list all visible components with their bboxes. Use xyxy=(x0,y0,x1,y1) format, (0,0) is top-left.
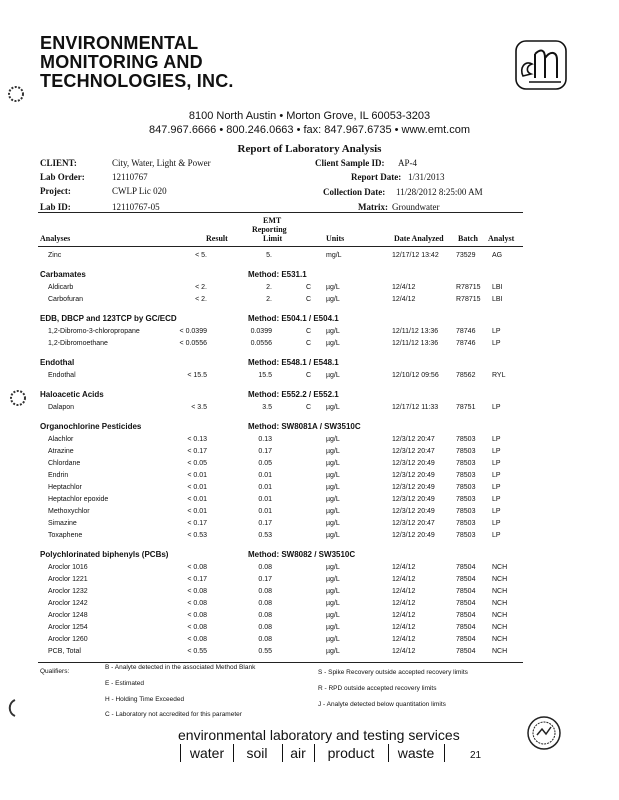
cell-analyst: LP xyxy=(492,404,501,411)
cell-result: < 0.13 xyxy=(187,436,207,443)
cell-date: 12/10/12 09:56 xyxy=(392,372,439,379)
cell-batch: 78562 xyxy=(456,372,476,379)
cell-limit: 0.08 xyxy=(258,600,272,607)
cell-units: µg/L xyxy=(326,284,340,291)
cell-analyst: NCH xyxy=(492,576,508,583)
cell-name: Aroclor 1242 xyxy=(48,600,88,607)
cell-limit: 0.01 xyxy=(258,508,272,515)
lab-id-label: Lab ID: xyxy=(40,202,71,212)
lab-order-value: 12110767 xyxy=(112,172,148,182)
group-method: Method: E552.2 / E552.1 xyxy=(248,390,339,399)
cell-limit: 15.5 xyxy=(258,372,272,379)
cell-name: Aroclor 1221 xyxy=(48,576,88,583)
table-row xyxy=(0,600,619,610)
table-row xyxy=(0,484,619,494)
cell-batch: 78503 xyxy=(456,472,476,479)
cell-limit: 0.17 xyxy=(258,520,272,527)
cell-date: 12/4/12 xyxy=(392,612,416,619)
cell-name: Aroclor 1260 xyxy=(48,636,88,643)
cell-batch: 78504 xyxy=(456,612,476,619)
cell-batch: R78715 xyxy=(456,296,481,303)
col-header-limit: Limit xyxy=(263,234,283,243)
col-header-analyst: Analyst xyxy=(488,234,515,243)
group-name: Endothal xyxy=(40,358,75,367)
qualifier-j: J - Analyte detected below quantitation limits xyxy=(318,701,446,708)
cell-batch: 78503 xyxy=(456,484,476,491)
cell-batch: 78503 xyxy=(456,532,476,539)
cell-units: µg/L xyxy=(326,404,340,411)
footer-word-product: product xyxy=(314,744,389,762)
project-value: CWLP Lic 020 xyxy=(112,186,167,196)
group-method: Method: E504.1 / E504.1 xyxy=(248,314,339,323)
cell-analyst: LP xyxy=(492,532,501,539)
accreditation-seal-icon xyxy=(526,715,562,751)
cell-batch: 78504 xyxy=(456,636,476,643)
cell-batch: 78503 xyxy=(456,496,476,503)
cell-date: 12/17/12 11:33 xyxy=(392,404,439,411)
hole-punch-icon xyxy=(6,84,26,104)
cell-units: µg/L xyxy=(326,460,340,467)
cell-analyst: LBI xyxy=(492,284,503,291)
cell-analyst: LP xyxy=(492,472,501,479)
cell-batch: 78504 xyxy=(456,576,476,583)
cell-q: C xyxy=(306,404,312,411)
project-label: Project: xyxy=(40,186,71,196)
cell-date: 12/3/12 20:47 xyxy=(392,436,435,443)
table-row xyxy=(0,448,619,458)
cell-result: < 0.17 xyxy=(187,576,207,583)
cell-limit: 0.01 xyxy=(258,472,272,479)
cell-analyst: NCH xyxy=(492,600,508,607)
cell-units: µg/L xyxy=(326,484,340,491)
cell-limit: 0.08 xyxy=(258,588,272,595)
cell-units: µg/L xyxy=(326,472,340,479)
cell-units: mg/L xyxy=(326,252,342,259)
cell-result: < 0.01 xyxy=(187,496,207,503)
col-header-reporting: Reporting xyxy=(252,225,287,234)
cell-units: µg/L xyxy=(326,612,340,619)
cell-result: < 0.08 xyxy=(187,624,207,631)
group-method: Method: E531.1 xyxy=(248,270,307,279)
cell-result: < 5. xyxy=(195,252,207,259)
sample-id-label: Client Sample ID: xyxy=(315,158,385,168)
cell-analyst: NCH xyxy=(492,564,508,571)
cell-batch: R78715 xyxy=(456,284,481,291)
footer-tagline: environmental laboratory and testing services xyxy=(178,727,460,743)
cell-name: Aroclor 1248 xyxy=(48,612,88,619)
cell-date: 12/4/12 xyxy=(392,564,416,571)
cell-result: < 0.01 xyxy=(187,484,207,491)
group-method: Method: SW8081A / SW3510C xyxy=(248,422,361,431)
qualifier-c: C - Laboratory not accredited for this parameter xyxy=(105,711,242,718)
cell-name: Zinc xyxy=(48,252,62,259)
cell-result: < 0.53 xyxy=(187,532,207,539)
cell-batch: 78746 xyxy=(456,340,476,347)
cell-analyst: LP xyxy=(492,508,501,515)
table-row xyxy=(0,472,619,482)
cell-limit: 0.17 xyxy=(258,576,272,583)
cell-result: < 0.0556 xyxy=(179,340,207,347)
cell-batch: 78503 xyxy=(456,520,476,527)
cell-result: < 3.5 xyxy=(191,404,207,411)
table-row xyxy=(0,588,619,598)
cell-units: µg/L xyxy=(326,508,340,515)
group-name: Carbamates xyxy=(40,270,86,279)
group-name: EDB, DBCP and 123TCP by GC/ECD xyxy=(40,314,177,323)
group-header xyxy=(0,422,619,433)
cell-units: µg/L xyxy=(326,648,340,655)
cell-result: < 2. xyxy=(195,284,207,291)
cell-analyst: LP xyxy=(492,340,501,347)
report-title: Report of Laboratory Analysis xyxy=(237,143,382,155)
table-row xyxy=(0,296,619,306)
cell-batch: 78504 xyxy=(456,600,476,607)
cell-analyst: NCH xyxy=(492,636,508,643)
cell-name: Endothal xyxy=(48,372,76,379)
cell-batch: 78504 xyxy=(456,624,476,631)
table-row xyxy=(0,252,619,262)
cell-analyst: NCH xyxy=(492,612,508,619)
cell-units: µg/L xyxy=(326,532,340,539)
col-header-batch: Batch xyxy=(458,234,478,243)
cell-result: < 0.01 xyxy=(187,472,207,479)
cell-limit: 0.01 xyxy=(258,496,272,503)
cell-name: Aldicarb xyxy=(48,284,74,291)
cell-batch: 78746 xyxy=(456,328,476,335)
cell-name: Carbofuran xyxy=(48,296,84,303)
cell-date: 12/4/12 xyxy=(392,588,416,595)
table-row xyxy=(0,340,619,350)
report-date-value: 1/31/2013 xyxy=(408,172,445,182)
cell-units: µg/L xyxy=(326,448,340,455)
footer-word-soil: soil xyxy=(232,744,283,762)
group-header xyxy=(0,390,619,401)
cell-name: Simazine xyxy=(48,520,77,527)
cell-name: Heptachlor xyxy=(48,484,82,491)
table-row xyxy=(0,624,619,634)
group-name: Haloacetic Acids xyxy=(40,390,104,399)
matrix-value: Groundwater xyxy=(392,202,440,212)
group-name: Polychlorinated biphenyls (PCBs) xyxy=(40,550,169,559)
cell-date: 12/17/12 13:42 xyxy=(392,252,439,259)
cell-units: µg/L xyxy=(326,636,340,643)
group-header xyxy=(0,358,619,369)
table-row xyxy=(0,648,619,658)
cell-batch: 78504 xyxy=(456,564,476,571)
cell-limit: 0.01 xyxy=(258,484,272,491)
col-header-result: Result xyxy=(206,234,228,243)
cell-units: µg/L xyxy=(326,564,340,571)
cell-date: 12/3/12 20:49 xyxy=(392,484,435,491)
cell-date: 12/4/12 xyxy=(392,636,416,643)
cell-limit: 0.13 xyxy=(258,436,272,443)
cell-batch: 78504 xyxy=(456,588,476,595)
collection-date-label: Collection Date: xyxy=(323,187,386,197)
cell-batch: 78751 xyxy=(456,404,476,411)
cell-name: Methoxychlor xyxy=(48,508,90,515)
cell-result: < 0.08 xyxy=(187,612,207,619)
cell-name: Aroclor 1016 xyxy=(48,564,88,571)
cell-limit: 0.08 xyxy=(258,624,272,631)
cell-result: < 2. xyxy=(195,296,207,303)
table-row xyxy=(0,460,619,470)
cell-date: 12/4/12 xyxy=(392,648,416,655)
report-date-label: Report Date: xyxy=(351,172,402,182)
cell-batch: 78504 xyxy=(456,648,476,655)
footer-word-waste: waste xyxy=(388,744,445,762)
table-row xyxy=(0,372,619,382)
group-header xyxy=(0,314,619,325)
cell-result: < 0.08 xyxy=(187,588,207,595)
cell-result: < 0.05 xyxy=(187,460,207,467)
qualifier-b: B - Analyte detected in the associated Method Blank xyxy=(105,664,256,671)
group-name: Organochlorine Pesticides xyxy=(40,422,142,431)
cell-batch: 78503 xyxy=(456,508,476,515)
cell-name: Chlordane xyxy=(48,460,81,467)
cell-name: Dalapon xyxy=(48,404,75,411)
cell-units: µg/L xyxy=(326,296,340,303)
divider xyxy=(38,212,523,213)
cell-limit: 0.17 xyxy=(258,448,272,455)
table-row xyxy=(0,496,619,506)
cell-date: 12/3/12 20:47 xyxy=(392,520,435,527)
company-name-line-3: TECHNOLOGIES, INC. xyxy=(40,71,234,91)
col-header-units: Units xyxy=(326,234,345,243)
cell-date: 12/11/12 13:36 xyxy=(392,328,439,335)
cell-limit: 2. xyxy=(266,284,272,291)
cell-q: C xyxy=(306,284,312,291)
cell-result: < 0.17 xyxy=(187,448,207,455)
qualifier-e: E - Estimated xyxy=(105,680,145,687)
cell-limit: 0.05 xyxy=(258,460,272,467)
cell-limit: 0.08 xyxy=(258,612,272,619)
cell-name: Aroclor 1232 xyxy=(48,588,88,595)
cell-result: < 0.08 xyxy=(187,564,207,571)
cell-analyst: LP xyxy=(492,484,501,491)
cell-units: µg/L xyxy=(326,600,340,607)
table-row xyxy=(0,532,619,542)
cell-result: < 0.01 xyxy=(187,508,207,515)
lab-order-label: Lab Order: xyxy=(40,172,85,182)
qualifier-r: R - RPD outside accepted recovery limits xyxy=(318,685,437,692)
cell-batch: 78503 xyxy=(456,460,476,467)
company-name-line-1: ENVIRONMENTAL xyxy=(40,33,199,53)
cell-limit: 0.08 xyxy=(258,636,272,643)
cell-analyst: LP xyxy=(492,520,501,527)
col-header-emt: EMT xyxy=(263,216,282,225)
table-row xyxy=(0,404,619,414)
lab-id-value: 12110767-05 xyxy=(112,202,160,212)
table-row xyxy=(0,576,619,586)
cell-limit: 0.53 xyxy=(258,532,272,539)
cell-analyst: LP xyxy=(492,496,501,503)
cell-date: 12/3/12 20:49 xyxy=(392,472,435,479)
cell-limit: 0.55 xyxy=(258,648,272,655)
table-row xyxy=(0,612,619,622)
cell-analyst: AG xyxy=(492,252,503,259)
cell-name: Alachlor xyxy=(48,436,74,443)
cell-name: Toxaphene xyxy=(48,532,83,539)
table-row xyxy=(0,636,619,646)
cell-q: C xyxy=(306,328,312,335)
cell-batch: 73529 xyxy=(456,252,476,259)
footer-word-air: air xyxy=(282,744,315,762)
qualifiers-label: Qualifiers: xyxy=(40,668,70,675)
cell-name: Heptachlor epoxide xyxy=(48,496,109,503)
cell-name: Endrin xyxy=(48,472,69,479)
table-row xyxy=(0,508,619,518)
cell-date: 12/3/12 20:49 xyxy=(392,460,435,467)
company-name-line-2: MONITORING AND xyxy=(40,52,203,72)
cell-analyst: RYL xyxy=(492,372,506,379)
cell-date: 12/4/12 xyxy=(392,284,416,291)
cell-units: µg/L xyxy=(326,340,340,347)
qualifier-h: H - Holding Time Exceeded xyxy=(105,696,185,703)
cell-units: µg/L xyxy=(326,328,340,335)
table-row xyxy=(0,564,619,574)
cell-analyst: LP xyxy=(492,448,501,455)
cell-name: 1,2-Dibromo-3-chloropropane xyxy=(48,328,140,335)
cell-limit: 0.08 xyxy=(258,564,272,571)
cell-result: < 0.08 xyxy=(187,636,207,643)
cell-name: PCB, Total xyxy=(48,648,81,655)
cell-date: 12/3/12 20:47 xyxy=(392,448,435,455)
cell-result: < 0.17 xyxy=(187,520,207,527)
cell-analyst: LBI xyxy=(492,296,503,303)
divider xyxy=(38,246,523,247)
cell-limit: 3.5 xyxy=(262,404,272,411)
client-label: CLIENT: xyxy=(40,158,77,168)
cell-units: µg/L xyxy=(326,436,340,443)
table-row xyxy=(0,436,619,446)
cell-units: µg/L xyxy=(326,496,340,503)
col-header-date-analyzed: Date Analyzed xyxy=(394,234,444,243)
cell-date: 12/4/12 xyxy=(392,624,416,631)
collection-date-value: 11/28/2012 8:25:00 AM xyxy=(396,187,483,197)
table-row xyxy=(0,284,619,294)
matrix-label: Matrix: xyxy=(358,202,388,212)
cell-limit: 0.0556 xyxy=(250,340,272,347)
cell-analyst: NCH xyxy=(492,624,508,631)
cell-q: C xyxy=(306,296,312,303)
client-value: City, Water, Light & Power xyxy=(112,158,211,168)
cell-date: 12/4/12 xyxy=(392,296,416,303)
cell-analyst: LP xyxy=(492,460,501,467)
cell-date: 12/3/12 20:49 xyxy=(392,508,435,515)
cell-date: 12/3/12 20:49 xyxy=(392,496,435,503)
cell-units: µg/L xyxy=(326,372,340,379)
cell-result: < 0.55 xyxy=(187,648,207,655)
divider xyxy=(38,662,523,663)
cell-name: Aroclor 1254 xyxy=(48,624,88,631)
cell-units: µg/L xyxy=(326,588,340,595)
cell-date: 12/4/12 xyxy=(392,576,416,583)
table-row xyxy=(0,328,619,338)
footer-word-water: water xyxy=(180,744,234,762)
hole-punch-icon xyxy=(5,698,19,718)
group-method: Method: E548.1 / E548.1 xyxy=(248,358,339,367)
cell-batch: 78503 xyxy=(456,436,476,443)
sample-id-value: AP-4 xyxy=(398,158,418,168)
cell-limit: 5. xyxy=(266,252,272,259)
qualifier-s: S - Spike Recovery outside accepted recovery limits xyxy=(318,669,468,676)
cell-units: µg/L xyxy=(326,520,340,527)
cell-limit: 0.0399 xyxy=(250,328,272,335)
company-contact: 847.967.6666 • 800.246.0663 • fax: 847.967.6735 • www.emt.com xyxy=(149,124,470,136)
cell-limit: 2. xyxy=(266,296,272,303)
cell-q: C xyxy=(306,340,312,347)
cell-result: < 15.5 xyxy=(187,372,207,379)
cell-analyst: NCH xyxy=(492,648,508,655)
cell-result: < 0.0399 xyxy=(179,328,207,335)
col-header-analyses: Analyses xyxy=(40,234,71,243)
cell-analyst: LP xyxy=(492,436,501,443)
cell-units: µg/L xyxy=(326,624,340,631)
emt-logo-icon xyxy=(515,40,567,90)
company-address: 8100 North Austin • Morton Grove, IL 60053-3203 xyxy=(188,110,431,122)
cell-date: 12/4/12 xyxy=(392,600,416,607)
cell-result: < 0.08 xyxy=(187,600,207,607)
table-row xyxy=(0,520,619,530)
cell-analyst: LP xyxy=(492,328,501,335)
cell-name: 1,2-Dibromoethane xyxy=(48,340,108,347)
cell-batch: 78503 xyxy=(456,448,476,455)
cell-name: Atrazine xyxy=(48,448,74,455)
group-header xyxy=(0,550,619,561)
cell-date: 12/11/12 13:36 xyxy=(392,340,439,347)
group-method: Method: SW8082 / SW3510C xyxy=(248,550,356,559)
company-name xyxy=(40,34,234,91)
cell-date: 12/3/12 20:49 xyxy=(392,532,435,539)
group-header xyxy=(0,270,619,281)
cell-units: µg/L xyxy=(326,576,340,583)
page-number: 21 xyxy=(470,750,482,761)
cell-q: C xyxy=(306,372,312,379)
cell-analyst: NCH xyxy=(492,588,508,595)
